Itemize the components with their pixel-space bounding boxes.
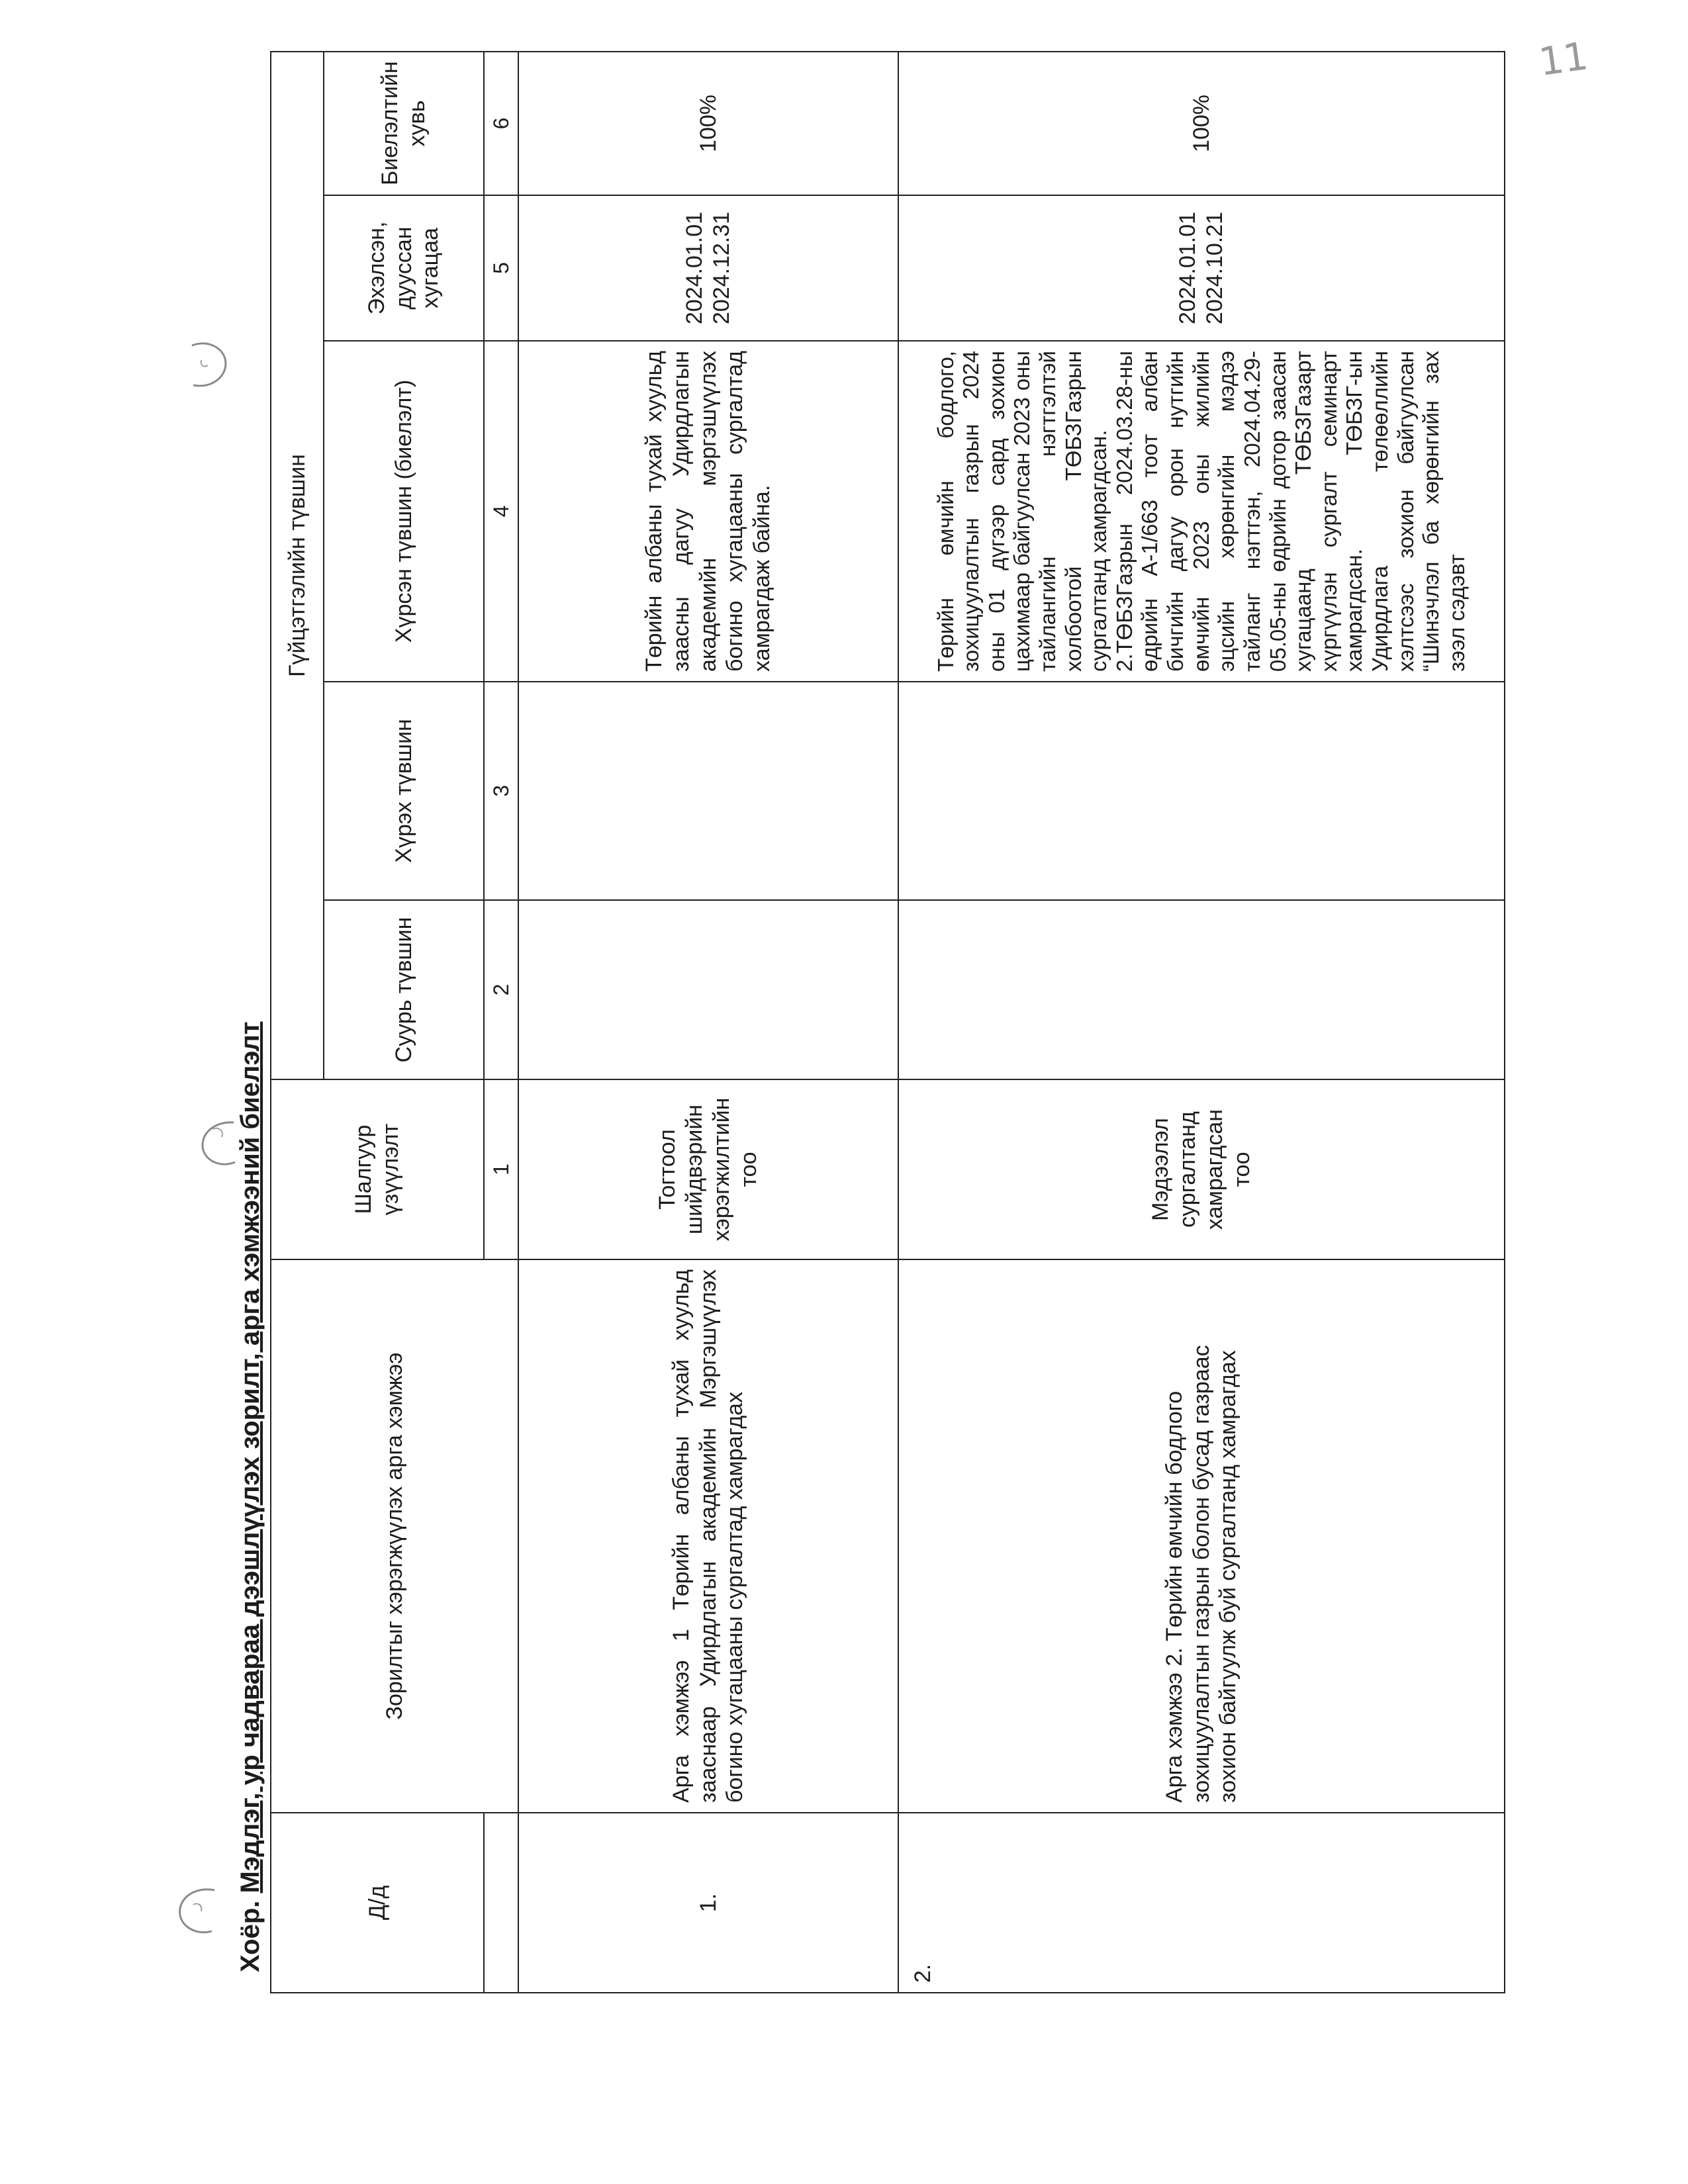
header-row-1	[271, 52, 324, 1993]
table-row	[518, 52, 898, 1993]
baseline-cell	[518, 900, 898, 1079]
header-achieved: Хүрсэн түвшин (биелэлт)	[324, 341, 484, 682]
handwritten-page-number: 11	[1536, 33, 1591, 85]
row-number: 1.	[518, 1813, 898, 1993]
start-date: 2024.01.01	[682, 211, 708, 325]
percent-cell: 100%	[898, 52, 1505, 195]
column-number: 3	[484, 682, 518, 900]
baseline-cell	[898, 900, 1505, 1079]
end-date: 2024.12.31	[709, 211, 734, 325]
achieved-cell: Төрийн өмчийн бодлого, зохицуулалтын газрын 2024 оны 01 дүгээр сард зохион цахимаар байгуулсан 2023 оны тайлангийн нэгтгэлтэй холбоотой ТӨБЗГазрын сургалтанд хамрагдсан. 2.ТӨБЗГазрын 2024.03.28-ны өдрийн А-1/663 тоот албан бичгийн дагуу орон нутгийн өмчийн 2023 оны жилийн эцсийн хөрөнгийн мэдээ тайланг нэгтгэн, 2024.04.29-05.05-ны өдрийн дотор заасан хугацаанд ТӨБЗГазарт хүргүүлэн сургалт семинарт хамрагдсан. ТӨБЗГ-ын Удирдлага төлөөллийн хэлтсээс зохион байгуулсан “Шинэчлэл ба хөрөнгийн зах зээл сэдэвт	[898, 341, 1505, 682]
header-percent: Биелэлтийн хувь	[324, 52, 484, 195]
header-target: Хүрэх түвшин	[324, 682, 484, 900]
header-period: Эхэлсэн, дууссан хугацаа	[324, 195, 484, 341]
achieved-cell: Төрийн албаны тухай хуульд заасны дагуу Удирдлагын академийн мэргэшүүлэх богино хугацааны сургалтад хамрагдаж байна.	[518, 341, 898, 682]
start-date: 2024.01.01	[1175, 211, 1201, 325]
report-table	[270, 51, 1505, 1993]
header-criteria: Шалгуур үзүүлэлт	[271, 1079, 484, 1259]
report-table-container	[270, 61, 1493, 1993]
header-measures: Зорилтыг хэрэгжүүлэх арга хэмжээ	[271, 1259, 518, 1813]
section-title-text: Мэдлэг, ур чадвараа дээшлүүлэх зорилт, арга хэмжээний биелэлт	[236, 1021, 265, 1893]
period-cell	[518, 195, 898, 341]
header-performance-group: Гүйцэтгэлийн түвшин	[271, 52, 324, 1079]
column-number: 1	[484, 1079, 518, 1259]
end-date: 2024.10.21	[1202, 211, 1227, 325]
section-title-prefix: Хоёр.	[236, 1893, 265, 1972]
column-number: 2	[484, 900, 518, 1079]
period-cell	[898, 195, 1505, 341]
row-number: 2.	[898, 1813, 1505, 1993]
measure-cell: Арга хэмжээ 2. Төрийн өмчийн бодлого зохицуулалтын газрын болон бусад газраас зохион байгуулж буй сургалтанд хамрагдах	[898, 1259, 1505, 1813]
measure-cell: Арга хэмжээ 1 Төрийн албаны тухай хуульд зааснаар Удирдлагын академийн Мэргэшүүлэх богино хугацааны сургалтад хамрагдах	[518, 1259, 898, 1813]
header-baseline: Суурь түвшин	[324, 900, 484, 1079]
column-number: 5	[484, 195, 518, 341]
percent-cell: 100%	[518, 52, 898, 195]
section-title	[236, 185, 265, 1972]
column-number: 6	[484, 52, 518, 195]
criterion-cell: Тогтоол шийдвэрийн хэрэгжилтийн тоо	[518, 1079, 898, 1259]
header-dd: Д/д	[271, 1813, 484, 1993]
table-row	[898, 52, 1505, 1993]
target-cell	[518, 682, 898, 900]
column-number-blank	[484, 1813, 518, 1993]
criterion-cell: Мэдээлэл сургалтанд хамрагдсан тоо	[898, 1079, 1505, 1259]
target-cell	[898, 682, 1505, 900]
column-number: 4	[484, 341, 518, 682]
